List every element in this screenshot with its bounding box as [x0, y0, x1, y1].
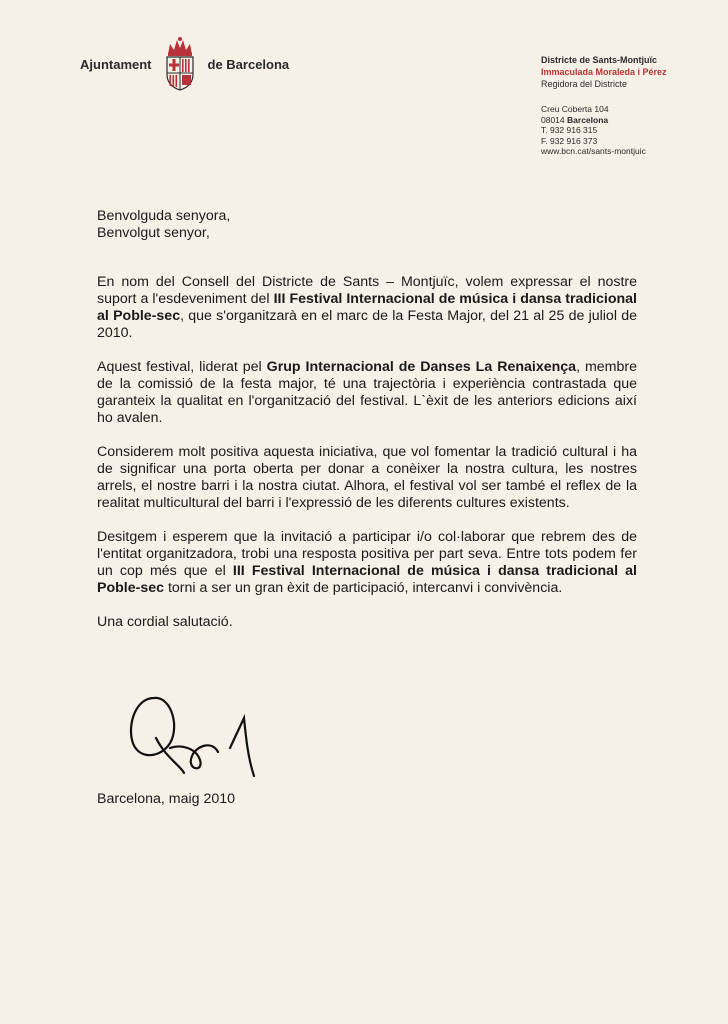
place-and-date: Barcelona, maig 2010: [97, 791, 236, 807]
address-postal: [541, 115, 667, 126]
p4-text-a: Desitgem i esperem que la invitació a participar i/o col·laborar que rebrem des de l'entitat organitzadora, trobi una resposta positiva per part seva. Entre tots podem fer un cop més que el: [97, 529, 637, 579]
p1-text-c: , que s'organitzarà en el marc de la Festa Major, del 21 al 25 de juliol de 2010.: [97, 308, 637, 341]
p2-text-a: Aquest festival, liderat pel: [97, 359, 267, 375]
address-postcode: 08014: [541, 114, 565, 125]
paragraph-3: Considerem molt positiva aquesta iniciativa, que vol fomentar la tradició cultural i ha de significar una porta oberta per donar a conèixer la nostra cultura, les nostres arrels, el nostre barri i la nostra ciutat. Alhora, el festival vol ser també el reflex de la realitat multicultural del barri i l'expressió de les diferents cultures existents.: [97, 444, 637, 511]
p1-festival-name: III Festival Internacional de música i dansa tradicional al Poble-sec: [97, 291, 637, 324]
letter-body: [97, 208, 637, 631]
salutation: [97, 208, 637, 242]
p4-festival-name: III Festival Internacional de música i dansa tradicional al Poble-sec: [97, 563, 637, 596]
salutation-line-1: Benvolguda senyora,: [97, 208, 231, 224]
councillor-role: Regidora del Districte: [541, 79, 628, 89]
closing: Una cordial salutació.: [97, 614, 233, 630]
letterhead-barcelona: de Barcelona: [207, 56, 290, 72]
barcelona-coat-of-arms-icon: [160, 36, 200, 92]
p2-text-c: , membre de la comissió de la festa major, té una trajectòria i experiència contrastada que garanteix la qualitat en l'organització del festival. L`èxit de les anteriors edicions així ho avalen.: [97, 359, 637, 426]
salutation-line-2: Benvolgut senyor,: [97, 225, 210, 241]
handwritten-signature: [126, 678, 276, 788]
address-city: Barcelona: [567, 114, 609, 125]
paragraph-1: [97, 274, 637, 342]
p1-text-a: En nom del Consell del Districte de Sants – Montjuïc, volem expressar el nostre suport a l'esdeveniment del: [97, 274, 637, 307]
sender-info: [541, 54, 667, 157]
address-block: [541, 104, 667, 157]
p4-text-c: torni a ser un gran èxit de participació, intercanvi i convivència.: [164, 580, 563, 596]
councillor-name: Immaculada Moraleda i Pérez: [541, 67, 667, 77]
fax-number: F. 932 916 373: [541, 135, 598, 146]
letterhead-ajuntament: Ajuntament: [80, 56, 152, 72]
district-name: Districte de Sants-Montjuïc: [541, 55, 658, 65]
p2-group-name: Grup Internacional de Danses La Renaixença: [266, 359, 577, 375]
website: www.bcn.cat/sants-montjuic: [541, 146, 646, 156]
phone-number: T. 932 916 315: [541, 125, 598, 135]
address-street: Creu Coberta 104: [541, 104, 609, 114]
letterhead-logo: [80, 36, 289, 92]
paragraph-4: [97, 529, 637, 597]
paragraph-2: [97, 359, 637, 427]
